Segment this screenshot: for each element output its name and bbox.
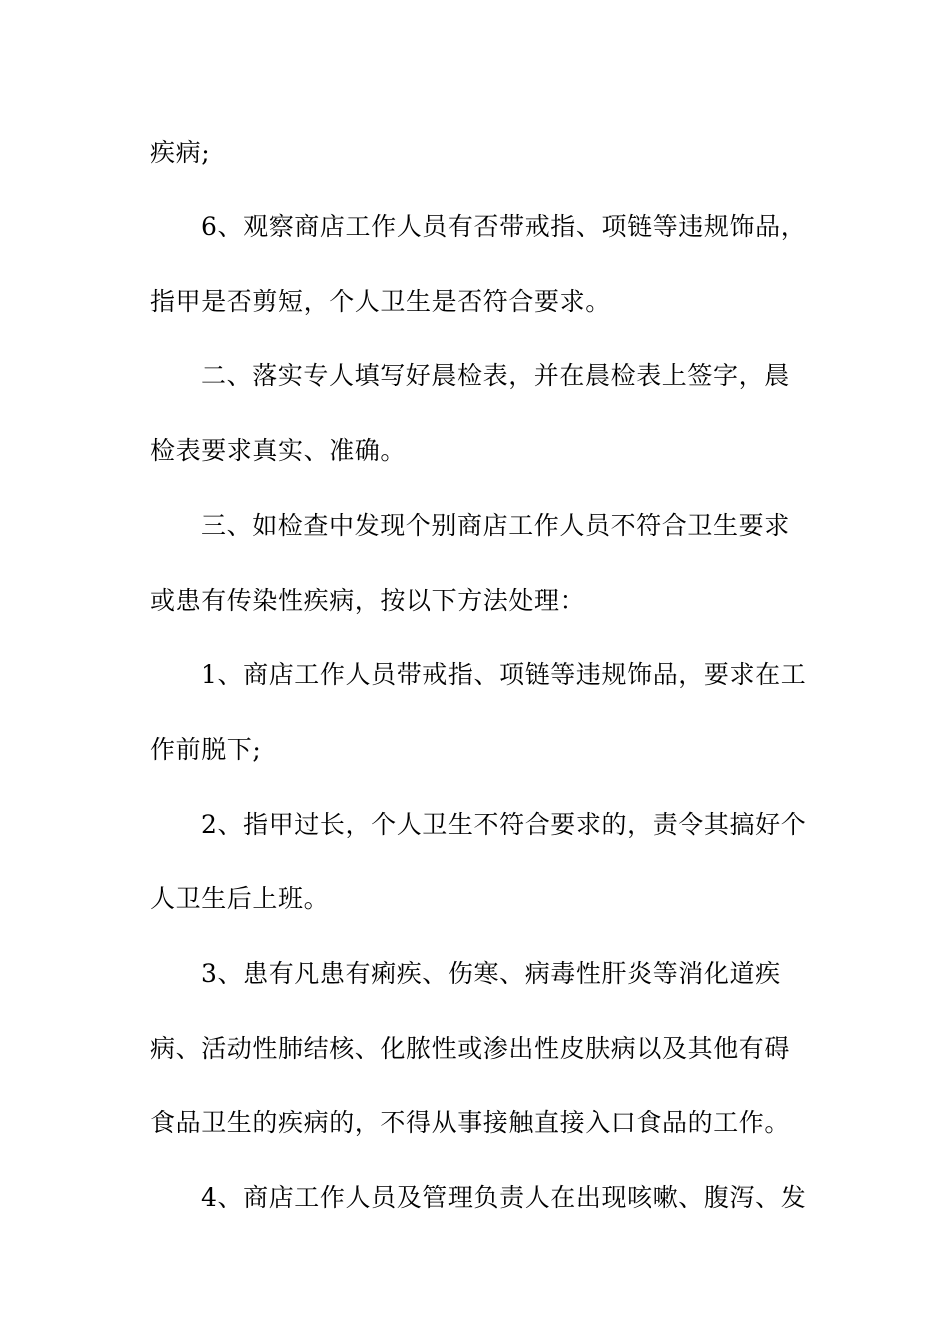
text-line-3: 指甲是否剪短，个人卫生是否符合要求。 [150,287,611,316]
text-line-12: 3、患有凡患有痢疾、伤寒、病毒性肝炎等消化道疾 [201,959,781,988]
text-line-11: 人卫生后上班。 [150,884,330,913]
text-line-9: 作前脱下; [150,735,262,764]
text-line-13: 病、活动性肺结核、化脓性或渗出性皮肤病以及其他有碍 [150,1034,791,1063]
text-line-14: 食品卫生的疾病的，不得从事接触直接入口食品的工作。 [150,1108,791,1137]
text-line-5: 检表要求真实、准确。 [150,436,407,465]
text-line-7: 或患有传染性疾病，按以下方法处理： [150,586,586,615]
text-line-2: 6、观察商店工作人员有否带戒指、项链等违规饰品， [201,212,807,241]
text-line-10: 2、指甲过长，个人卫生不符合要求的，责令其搞好个 [201,810,807,839]
text-line-4: 二、落实专人填写好晨检表，并在晨检表上签字，晨 [201,361,790,390]
text-line-15: 4、商店工作人员及管理负责人在出现咳嗽、腹泻、发 [201,1183,807,1212]
text-line-6: 三、如检查中发现个别商店工作人员不符合卫生要求 [201,511,790,540]
text-line-1: 疾病; [150,138,211,167]
text-line-8: 1、商店工作人员带戒指、项链等违规饰品，要求在工 [201,660,807,689]
